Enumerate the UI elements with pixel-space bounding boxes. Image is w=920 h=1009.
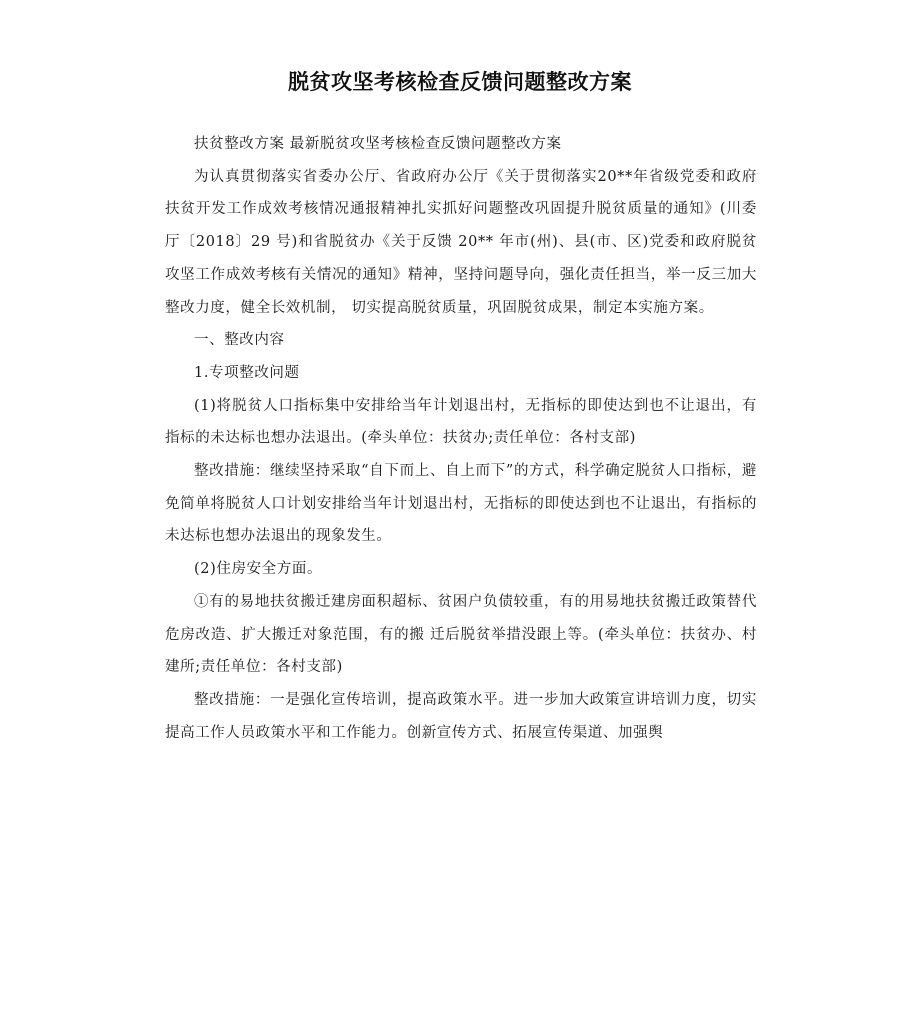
subsection-heading-special-issues: 1.专项整改问题 [194, 364, 300, 381]
paragraph-issue-1: (1)将脱贫人口指标集中安排给当年计划退出村，无指标的即使达到也不让退出，有指标的未达标也想办法退出。(牵头单位：扶贫办;责任单位：各村支部) [165, 397, 757, 447]
paragraph-issue-2-heading: (2)住房安全方面。 [194, 561, 323, 578]
section-heading-rectification-content: 一、整改内容 [194, 332, 285, 349]
paragraph-measures-2: 整改措施：一是强化宣传培训，提高政策水平。进一步加大政策宣讲培训力度，切实提高工作人员政策水平和工作能力。创新宣传方式、拓展宣传渠道、加强舆 [165, 691, 757, 741]
paragraph-subtitle: 扶贫整改方案 最新脱贫攻坚考核检查反馈问题整改方案 [194, 136, 562, 152]
paragraph-measures-1: 整改措施：继续坚持采取“自下而上、自上而下”的方式，科学确定脱贫人口指标，避免简单将脱贫人口计划安排给当年计划退出村，无指标的即使达到也不让退出，有指标的未达标也想办法退出的现象发生。 [165, 463, 757, 545]
paragraph-intro: 为认真贯彻落实省委办公厅、省政府办公厅《关于贯彻落实20**年省级党委和政府扶贫开发工作成效考核情况通报精神扎实抓好问题整改巩固提升脱贫质量的通知》(川委厅〔2018〕29 号)和省脱贫办《关于反馈 20** 年市(州)、县(市、区)党委和政府脱贫攻坚工作成效考核有关情况的通知》精神，坚持问题导向，强化责任担当，举一反三加大整改力度，健全长效机制， 切实提高脱贫质量，巩固脱贫成果，制定本实施方案。 [165, 168, 757, 316]
document-body [165, 128, 757, 749]
paragraph-issue-2-1: ①有的易地扶贫搬迁建房面积超标、贫困户负债较重，有的用易地扶贫搬迁政策替代危房改造、扩大搬迁对象范围，有的搬 迁后脱贫举措没跟上等。(牵头单位：扶贫办、村建所;责任单位：各村支部) [165, 593, 757, 676]
document-title: 脱贫攻坚考核检查反馈问题整改方案 [288, 70, 632, 94]
